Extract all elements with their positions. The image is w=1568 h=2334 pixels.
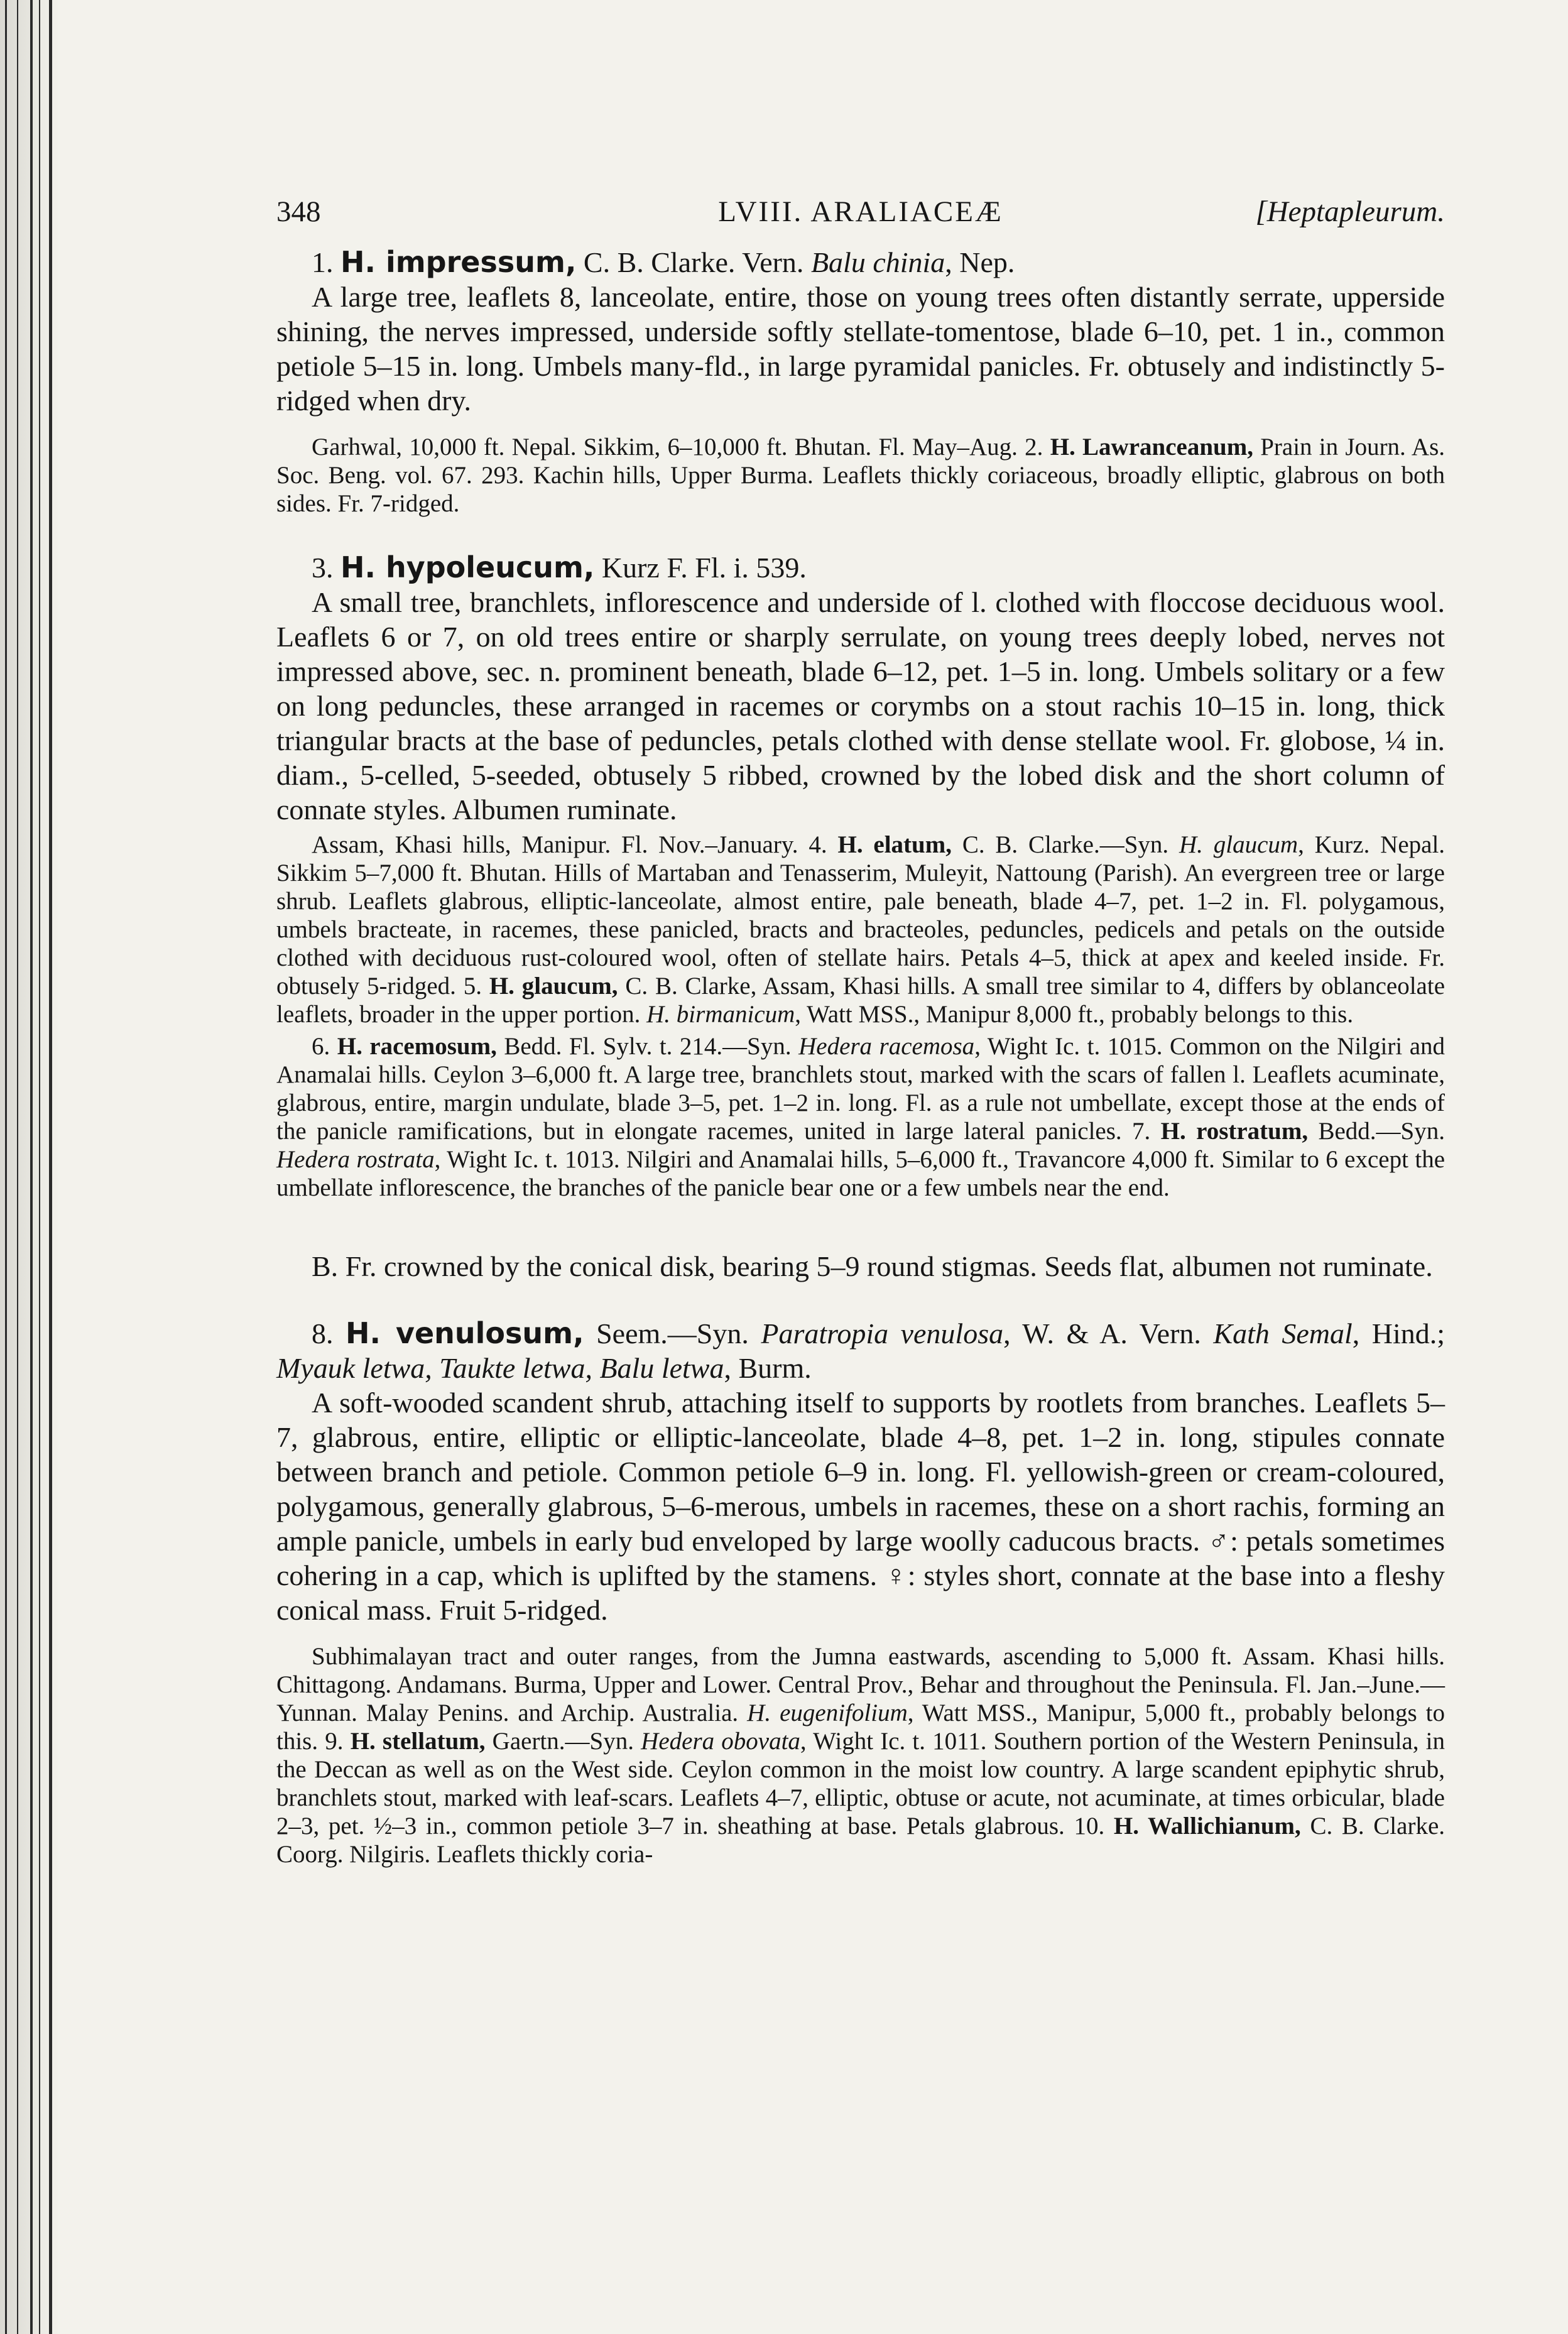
species-name: H. racemosum, [337, 1033, 497, 1060]
species-name: H. stellatum, [350, 1728, 486, 1755]
species-1-description: A large tree, leaflets 8, lanceolate, entire, those on young trees often distantly serrate, upperside shining, the nerves impressed, underside softly stellate-tomentose, blade 6–10, pet. 1 in., common petiole 5–15 in. long. Umbels many-fld., in large pyramidal panicles. Fr. obtusely and indistinctly 5-ridged when dry. [276, 281, 1445, 417]
page-number: 348 [276, 195, 321, 228]
chapter-title: LVIII. ARALIACEÆ [718, 195, 1003, 228]
species-3-description: A small tree, branchlets, inflorescence and underside of l. clothed with floccose deciduous wool. Leaflets 6 or 7, on old trees entire or sharply serrulate, on young trees deeply lobed, nerves not impressed above, sec. n. prominent beneath, blade 6–12, pet. 1–5 in. long. Umbels solitary or a few on long peduncles, these arranged in racemes or corymbs on a stout rachis 10–15 in. long, thick triangular bracts at the base of peduncles, petals clothed with dense stellate wool. Fr. globose, ¼ in. diam., 5-celled, 5-seeded, obtusely 5 ribbed, crowned by the lobed disk and the short column of connate styles. Albumen ruminate. [276, 586, 1445, 826]
species-name: H. rostratum, [1160, 1118, 1309, 1145]
species-name: H. impressum, [340, 245, 577, 279]
binding-line [5, 0, 7, 2334]
species-3-heading: 3. H. hypoleucum, Kurz F. Fl. i. 539. [312, 550, 807, 584]
running-header [276, 188, 1445, 235]
species-name: H. glaucum, [489, 973, 618, 1000]
species-name: H. Wallichianum, [1113, 1813, 1301, 1840]
species-name: H. venulosum, [346, 1316, 584, 1350]
binding-line [49, 0, 52, 2334]
species-1-heading: 1. H. impressum, C. B. Clarke. Vern. Balu chinia, Nep. [312, 245, 1015, 279]
species-6-7-notes: 6. H. racemosum, Bedd. Fl. Sylv. t. 214.—Syn. Hedera racemosa, Wight Ic. t. 1015. Common on the Nilgiri and Anamalai hills. Ceylon 3–6,000 ft. A large tree, branchlets stout, marked with the scars of fallen l. Leaflets acuminate, glabrous, entire, margin undulate, blade 3–5, pet. 1–2 in. long. Fl. as a rule not umbellate, except those at the ends of the panicle ramifications, but in elongate racemes, united in large lateral panicles. 7. H. rostratum, Bedd.—Syn. Hedera rostrata, Wight Ic. t. 1013. Nilgiri and Anamalai hills, 5–6,000 ft., Travancore 4,000 ft. Similar to 6 except the umbellate inflorescence, the branches of the panicle bear one or a few umbels near the end. [276, 1033, 1446, 1201]
section-b-key: B. Fr. crowned by the conical disk, bearing 5–9 round stigmas. Seeds flat, albumen not ruminate. [312, 1250, 1433, 1282]
species-1-distribution: Garhwal, 10,000 ft. Nepal. Sikkim, 6–10,000 ft. Bhutan. Fl. May–Aug. 2. H. Lawranceanum, Prain in Journ. As. Soc. Beng. vol. 67. 293. Kachin hills, Upper Burma. Leaflets thickly coriaceous, broadly elliptic, glabrous on both sides. Fr. 7-ridged. [276, 434, 1446, 517]
species-name: H. Lawranceanum, [1050, 434, 1253, 461]
page [276, 188, 1445, 1868]
species-8-description: A soft-wooded scandent shrub, attaching itself to supports by rootlets from branches. Leaflets 5–7, glabrous, entire, elliptic or elliptic-lanceolate, blade 4–8, pet. 1–2 in. long, stipules connate between branch and petiole. Common petiole 6–9 in. long. Fl. yellowish-green or cream-coloured, polygamous, generally glabrous, 5–6-merous, umbels in racemes, these on a short rachis, forming an ample panicle, umbels in early bud enveloped by large woolly caducous bracts. ♂: petals sometimes cohering in a cap, which is uplifted by the stamens. ♀: styles short, connate at the base into a fleshy conical mass. Fruit 5-ridged. [276, 1387, 1445, 1626]
species-name: H. hypoleucum, [340, 550, 595, 584]
species-name: H. elatum, [837, 831, 952, 858]
binding-line [39, 0, 40, 2334]
binding-line [30, 0, 33, 2334]
binding-line [17, 0, 18, 2334]
species-8-heading: 8. H. venulosum, Seem.—Syn. Paratropia venulosa, W. & A. Vern. Kath Semal, Hind.; Myauk letwa, Taukte letwa, Balu letwa, Burm. [276, 1316, 1446, 1384]
running-head: [Heptapleurum. [1255, 195, 1445, 228]
species-8-distribution: Subhimalayan tract and outer ranges, from the Jumna eastwards, ascending to 5,000 ft. Assam. Khasi hills. Chittagong. Andamans. Burma, Upper and Lower. Central Prov., Behar and throughout the Peninsula. Fl. Jan.–June.—Yunnan. Malay Penins. and Archip. Australia. H. eugenifolium, Watt MSS., Manipur, 5,000 ft., probably belongs to this. 9. H. stellatum, Gaertn.—Syn. Hedera obovata, Wight Ic. t. 1011. Southern portion of the Western Peninsula, in the Deccan as well as on the West side. Ceylon common in the moist low country. A large scandent epiphytic shrub, branchlets stout, marked with leaf-scars. Leaflets 4–7, elliptic, obtuse or acute, not acuminate, at times orbicular, blade 2–3, pet. ½–3 in., common petiole 3–7 in. sheathing at base. Petals glabrous. 10. H. Wallichianum, C. B. Clarke. Coorg. Nilgiris. Leaflets thickly coria- [276, 1643, 1446, 1868]
species-3-notes: Assam, Khasi hills, Manipur. Fl. Nov.–January. 4. H. elatum, C. B. Clarke.—Syn. H. glaucum, Kurz. Nepal. Sikkim 5–7,000 ft. Bhutan. Hills of Martaban and Tenasserim, Muleyit, Nattoung (Parish). An evergreen tree or large shrub. Leaflets glabrous, elliptic-lanceolate, almost entire, pale beneath, blade 4–7, pet. 1–2 in. Fl. polygamous, umbels bracteate, in racemes, these panicled, bracts and bracteoles, peduncles, pedicels and petals on the outside clothed with deciduous rust-coloured wool, often of stellate hairs. Petals 4–5, thick at apex and keeled inside. Fr. obtusely 5-ridged. 5. H. glaucum, C. B. Clarke, Assam, Khasi hills. A small tree similar to 4, differs by oblanceolate leaflets, broader in the upper portion. H. birmanicum, Watt MSS., Manipur 8,000 ft., probably belongs to this. [276, 831, 1446, 1028]
